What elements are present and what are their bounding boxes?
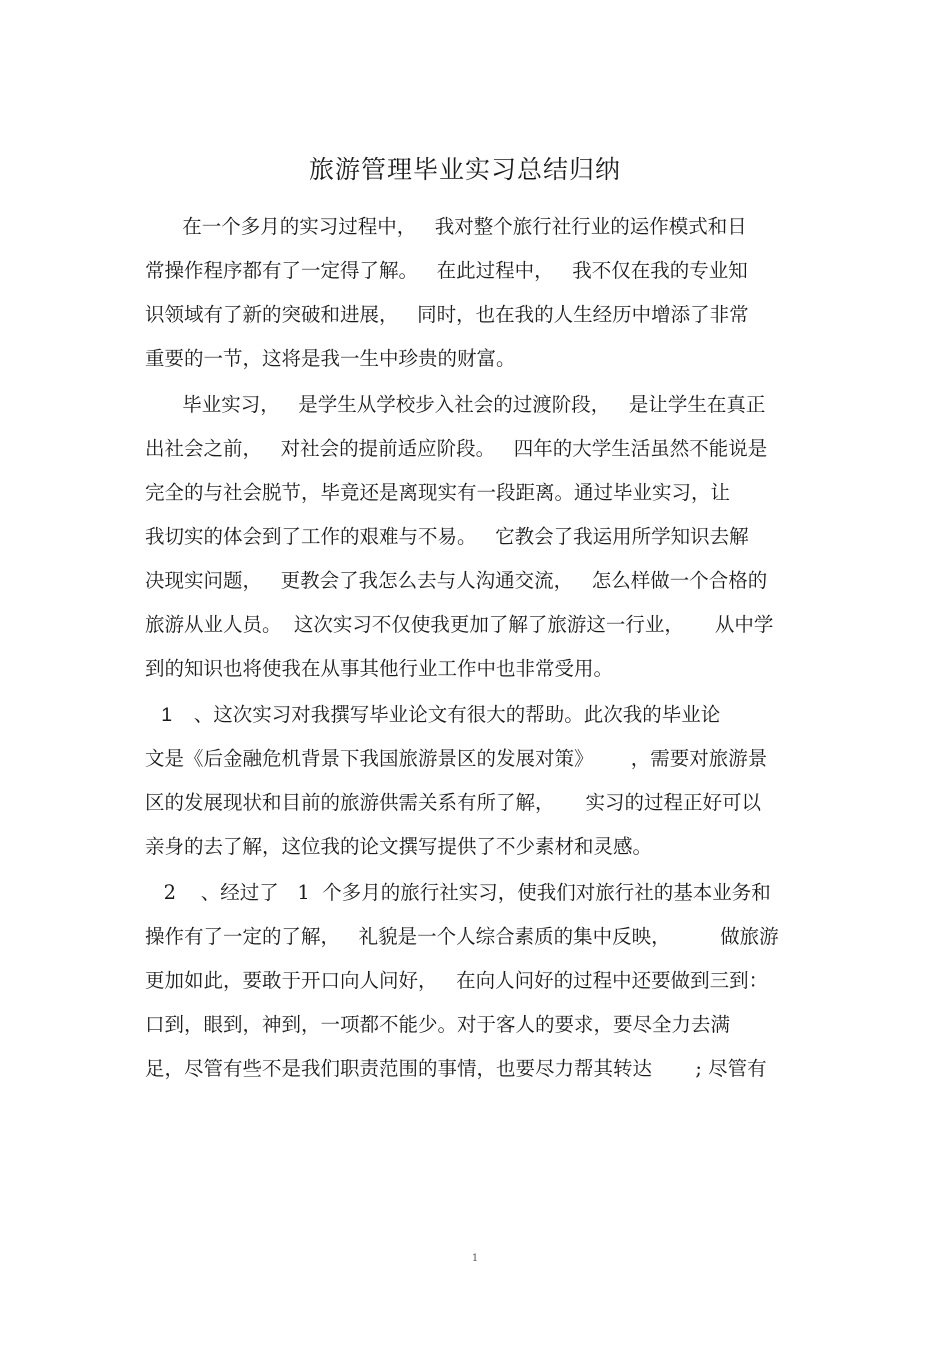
body-line: 旅游从业人员。 这次实习不仅使我更加了解了旅游这一行业， 从中学	[145, 613, 774, 636]
body-line: 亲身的去了解，这位我的论文撰写提供了不少素材和灵感。	[145, 835, 653, 858]
body-line: 到的知识也将使我在从事其他行业工作中也非常受用。	[145, 657, 614, 680]
body-line: 常操作程序都有了一定得了解。 在此过程中， 我不仅在我的专业知	[145, 259, 748, 282]
body-line: 口到，眼到，神到，一项都不能少。对于客人的要求，要尽全力去满	[145, 1013, 731, 1036]
body-line: 重要的一节，这将是我一生中珍贵的财富。	[145, 347, 516, 370]
body-line: 我切实的体会到了工作的艰难与不易。 它教会了我运用所学知识去解	[145, 525, 749, 548]
body-line: 毕业实习， 是学生从学校步入社会的过渡阶段， 是让学生在真正	[145, 393, 766, 416]
body-line: 完全的与社会脱节，毕竟还是离现实有一段距离。通过毕业实习，让	[145, 481, 731, 504]
body-line: 识领域有了新的突破和进展， 同时，也在我的人生经历中增添了非常	[145, 303, 749, 326]
body-line: 操作有了一定的了解， 礼貌是一个人综合素质的集中反映， 做旅游	[145, 925, 779, 948]
body-line: 更加如此，要敢于开口向人问好， 在向人问好的过程中还要做到三到：	[145, 969, 769, 992]
body-line: 决现实问题， 更教会了我怎么去与人沟通交流， 怎么样做一个合格的	[145, 569, 768, 592]
body-line: 区的发展现状和目前的旅游供需关系有所了解， 实习的过程正好可以	[145, 791, 761, 814]
body-line: 2 、经过了 1 个多月的旅行社实习，使我们对旅行社的基本业务和	[145, 881, 771, 904]
body-line: 文是《后金融危机背景下我国旅游景区的发展对策》 ，需要对旅游景	[145, 747, 768, 770]
document-title: 旅游管理毕业实习总结归纳	[308, 155, 621, 184]
page-number: 1	[471, 1253, 479, 1264]
body-line: 足，尽管有些不是我们职责范围的事情，也要尽力帮其转达 ; 尽管有	[145, 1057, 767, 1080]
body-line: 1 、这次实习对我撰写毕业论文有很大的帮助。此次我的毕业论	[145, 704, 721, 726]
body-line: 在一个多月的实习过程中， 我对整个旅行社行业的运作模式和日	[145, 215, 747, 238]
body-line: 出社会之前， 对社会的提前适应阶段。 四年的大学生活虽然不能说是	[145, 437, 768, 460]
